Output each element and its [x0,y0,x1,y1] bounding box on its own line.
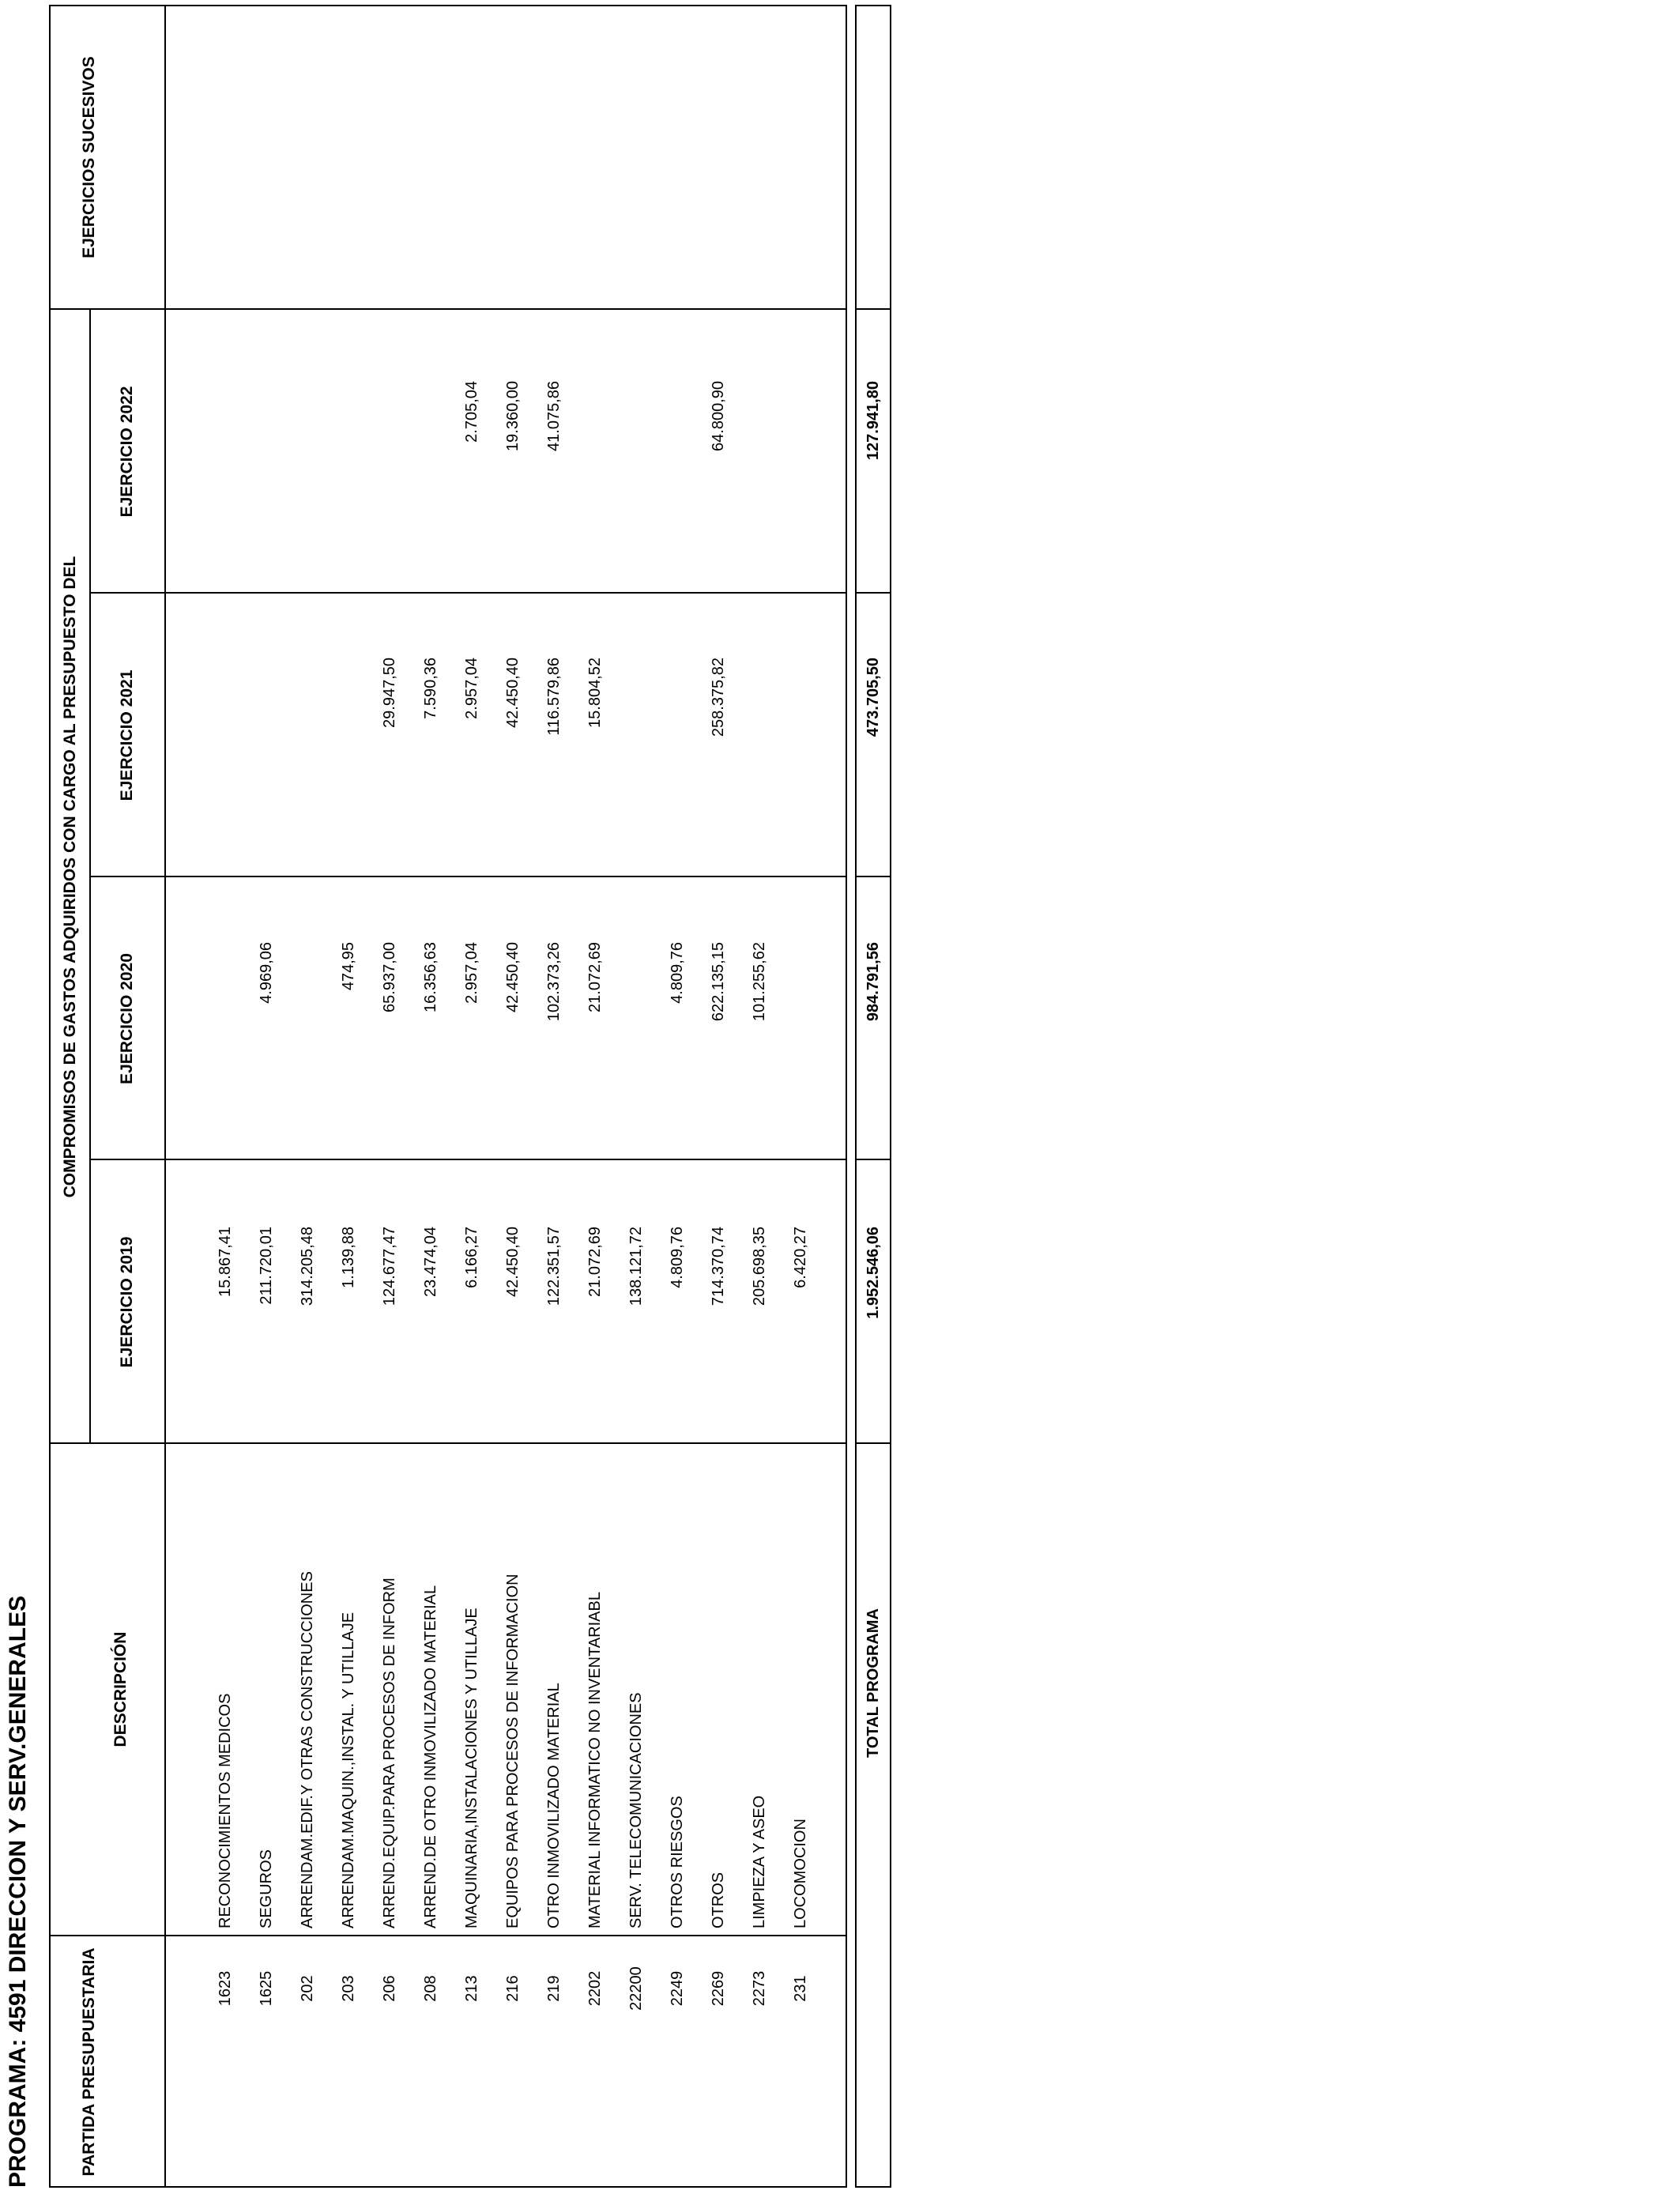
header-ej2019: EJERCICIO 2019 [118,1236,136,1368]
row-description: RECONOCIMIENTOS MEDICOS [217,1693,234,1928]
row-value-2019: 205.698,35 [751,1227,768,1306]
row-code: 206 [381,1975,398,2002]
col-sep-descripcion [49,1442,847,1444]
row-value-2019: 314.205,48 [299,1227,316,1306]
row-description: LOCOMOCION [792,1819,809,1928]
row-value-2021: 2.957,04 [463,658,480,719]
row-value-2021: 258.375,82 [710,658,727,737]
col-sep-2020 [89,876,847,877]
total-label: TOTAL PROGRAMA [864,1608,882,1758]
col-sep-2019 [89,1159,847,1160]
row-code: 1625 [258,1970,275,2007]
row-value-2022: 2.705,04 [463,381,480,443]
row-value-2019: 714.370,74 [710,1227,727,1306]
total-sep-2 [855,1159,891,1160]
header-descripcion: DESCRIPCIÓN [111,1631,130,1747]
row-value-2019: 15.867,41 [217,1227,234,1297]
row-value-2022: 19.360,00 [504,381,522,451]
row-description: MATERIAL INFORMATICO NO INVENTARIABL [586,1592,604,1928]
row-value-2019: 211.720,01 [258,1227,275,1305]
row-code: 203 [340,1975,357,2002]
row-value-2020: 474,95 [340,942,357,991]
header-line-bottom [164,5,166,2188]
row-value-2020: 2.957,04 [463,942,480,1004]
header-compromisos: COMPROMISOS DE GASTOS ADQUIRIDOS CON CARGO AL PRESUPUESTO DEL [61,556,79,1198]
row-value-2022: 41.075,86 [545,381,563,451]
row-value-2019: 6.420,27 [792,1227,809,1288]
row-description: ARREND.EQUIP.PARA PROCESOS DE INFORM [381,1578,398,1928]
row-description: ARRENDAM.EDIF.Y OTRAS CONSTRUCCIONES [299,1571,316,1928]
header-ej2022: EJERCICIO 2022 [118,386,136,518]
row-code: 202 [299,1975,316,2002]
row-value-2019: 138.121,72 [627,1227,645,1306]
total-value-2020: 984.791,56 [864,942,882,1022]
row-value-2021: 29.947,50 [381,658,398,728]
row-value-2020: 622.135,15 [710,942,727,1022]
row-value-2019: 122.351,57 [545,1227,563,1306]
row-value-2019: 23.474,04 [422,1227,439,1297]
row-description: MAQUINARIA,INSTALACIONES Y UTILLAJE [463,1608,480,1928]
row-value-2021: 7.590,36 [422,658,439,719]
row-value-2019: 1.139,88 [340,1227,357,1288]
row-description: SERV. TELECOMUNICACIONES [627,1692,645,1928]
row-value-2021: 116.579,86 [545,658,563,736]
row-value-2022: 64.800,90 [710,381,727,451]
row-value-2020: 21.072,69 [586,942,604,1012]
row-value-2019: 4.809,76 [669,1227,686,1288]
total-sep-1 [855,1442,891,1444]
row-value-2020: 16.356,63 [422,942,439,1012]
col-sep-partida [49,1935,847,1936]
col-sep-2022 [49,308,847,310]
row-value-2020: 102.373,26 [545,942,563,1022]
header-line-compromisos [89,310,91,1444]
row-code: 213 [463,1975,480,2002]
total-value-2019: 1.952.546,06 [864,1227,882,1319]
row-code: 2273 [751,1970,768,2007]
row-code: 2202 [586,1970,604,2007]
row-code: 216 [504,1975,522,2002]
total-sep-5 [855,308,891,310]
row-code: 231 [792,1975,809,2002]
row-code: 208 [422,1975,439,2002]
header-ej2020: EJERCICIO 2020 [118,953,136,1084]
row-value-2020: 4.809,76 [669,942,686,1004]
row-value-2020: 4.969,06 [258,942,275,1004]
header-ej2021: EJERCICIO 2021 [118,669,136,801]
row-value-2020: 42.450,40 [504,942,522,1012]
row-value-2021: 15.804,52 [586,658,604,728]
row-value-2021: 42.450,40 [504,658,522,728]
page-title: PROGRAMA: 4591 DIRECCION Y SERV.GENERALES [5,1595,31,2188]
row-description: EQUIPOS PARA PROCESOS DE INFORMACION [504,1574,522,1928]
row-value-2019: 42.450,40 [504,1227,522,1297]
row-description: ARRENDAM.MAQUIN.,INSTAL. Y UTILLAJE [340,1612,357,1928]
total-sep-4 [855,592,891,594]
row-description: SEGUROS [258,1849,275,1928]
row-code: 22200 [627,1966,645,2011]
row-code: 2249 [669,1970,686,2007]
row-value-2019: 6.166,27 [463,1227,480,1288]
header-sucesivos: EJERCICIOS SUCESIVOS [80,56,98,258]
row-code: 219 [545,1975,563,2002]
header-partida: PARTIDA PRESUPUESTARIA [80,1947,98,2177]
row-code: 1623 [217,1970,234,2007]
row-description: LIMPIEZA Y ASEO [751,1795,768,1928]
row-value-2019: 21.072,69 [586,1227,604,1297]
row-value-2020: 101.255,62 [751,942,768,1022]
total-value-2021: 473.705,50 [864,658,882,737]
row-description: OTRO INMOVILIZADO MATERIAL [545,1683,563,1928]
total-value-2022: 127.941,80 [864,381,882,461]
total-sep-3 [855,876,891,877]
row-description: ARREND.DE OTRO INMOVILIZADO MATERIAL [422,1585,439,1928]
row-value-2020: 65.937,00 [381,942,398,1012]
col-sep-2021 [89,592,847,594]
row-code: 2269 [710,1970,727,2007]
row-description: OTROS [710,1872,727,1928]
row-description: OTROS RIESGOS [669,1796,686,1928]
row-value-2019: 124.677,47 [381,1227,398,1306]
